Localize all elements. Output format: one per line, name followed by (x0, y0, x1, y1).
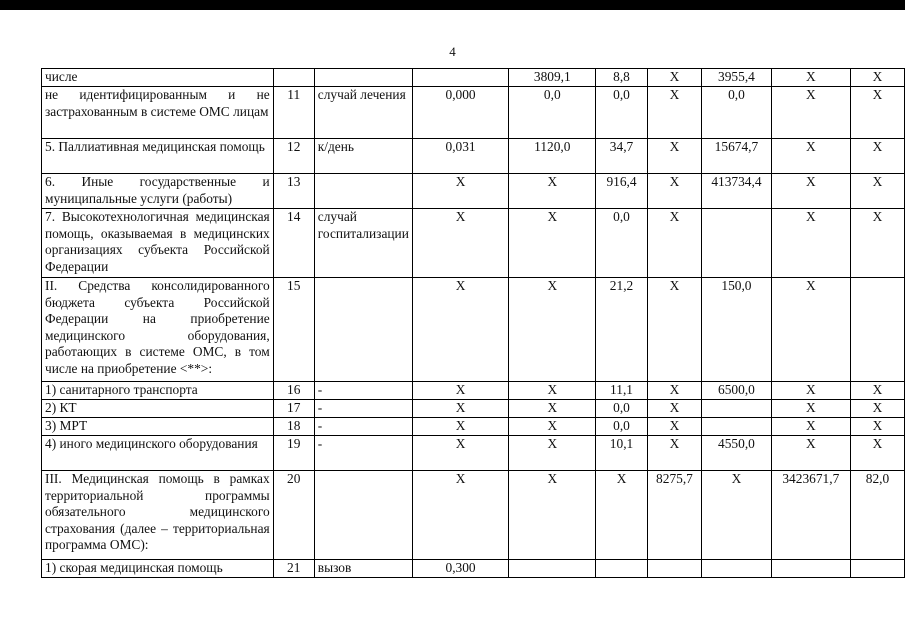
norm-cell: Х (412, 174, 508, 209)
table-row (42, 87, 905, 139)
norm-cell: Х (412, 209, 508, 278)
value-cell: 3423671,7 (771, 471, 850, 560)
unit-cell: к/день (314, 139, 412, 174)
value-cell: Х (850, 174, 904, 209)
value-cell: Х (850, 87, 904, 139)
value-cell: Х (771, 436, 850, 471)
table-row (42, 209, 905, 278)
value-cell: Х (771, 400, 850, 418)
table-row (42, 436, 905, 471)
norm-cell: 0,300 (412, 560, 508, 578)
value-cell: Х (509, 278, 596, 382)
value-cell: 0,0 (596, 400, 647, 418)
row-description: III. Медицинская помощь в рамках территориальной программы обязательного медицинского страхования (далее – территориальная программа ОМС): (42, 471, 274, 560)
data-table (41, 68, 905, 578)
row-number: 12 (273, 139, 314, 174)
value-cell (596, 560, 647, 578)
value-cell (850, 560, 904, 578)
row-number (273, 69, 314, 87)
value-cell: 82,0 (850, 471, 904, 560)
top-edge-bar (0, 0, 905, 10)
value-cell: 3955,4 (702, 69, 771, 87)
unit-cell: случай лечения (314, 87, 412, 139)
value-cell (702, 418, 771, 436)
value-cell: Х (771, 87, 850, 139)
page-number: 4 (449, 44, 456, 59)
value-cell (647, 560, 702, 578)
row-number: 11 (273, 87, 314, 139)
unit-cell (314, 69, 412, 87)
value-cell: Х (771, 418, 850, 436)
unit-cell (314, 278, 412, 382)
value-cell: 0,0 (509, 87, 596, 139)
norm-cell: Х (412, 400, 508, 418)
value-cell: 11,1 (596, 382, 647, 400)
value-cell: 0,0 (596, 418, 647, 436)
value-cell: Х (850, 382, 904, 400)
row-number: 15 (273, 278, 314, 382)
value-cell: Х (509, 174, 596, 209)
row-description: 7. Высокотехнологичная медицинская помощь, оказываемая в медицинских организациях субъекта Российской Федерации (42, 209, 274, 278)
unit-cell: - (314, 382, 412, 400)
table-row (42, 400, 905, 418)
value-cell: Х (647, 436, 702, 471)
norm-cell: Х (412, 436, 508, 471)
value-cell (850, 278, 904, 382)
value-cell: Х (771, 139, 850, 174)
row-description: 1) санитарного транспорта (42, 382, 274, 400)
row-number: 17 (273, 400, 314, 418)
value-cell: Х (850, 436, 904, 471)
norm-cell: Х (412, 471, 508, 560)
value-cell: Х (509, 382, 596, 400)
value-cell: Х (647, 278, 702, 382)
value-cell: Х (509, 436, 596, 471)
value-cell (702, 560, 771, 578)
value-cell (702, 209, 771, 278)
value-cell: Х (850, 400, 904, 418)
value-cell: Х (596, 471, 647, 560)
value-cell: 10,1 (596, 436, 647, 471)
value-cell: 1120,0 (509, 139, 596, 174)
value-cell: 150,0 (702, 278, 771, 382)
value-cell: Х (509, 471, 596, 560)
unit-cell: - (314, 436, 412, 471)
row-description: 2) КТ (42, 400, 274, 418)
row-description: 1) скорая медицинская помощь (42, 560, 274, 578)
row-description: числе (42, 69, 274, 87)
value-cell: 34,7 (596, 139, 647, 174)
row-number: 19 (273, 436, 314, 471)
unit-cell (314, 471, 412, 560)
row-description: 3) МРТ (42, 418, 274, 436)
row-number: 14 (273, 209, 314, 278)
table-row (42, 139, 905, 174)
value-cell: Х (647, 174, 702, 209)
table-row (42, 69, 905, 87)
norm-cell: 0,000 (412, 87, 508, 139)
row-number: 20 (273, 471, 314, 560)
value-cell: 0,0 (702, 87, 771, 139)
row-description: не идентифицированным и не застрахованным в системе ОМС лицам (42, 87, 274, 139)
value-cell: Х (509, 418, 596, 436)
value-cell: Х (647, 418, 702, 436)
row-number: 13 (273, 174, 314, 209)
row-number: 21 (273, 560, 314, 578)
norm-cell: Х (412, 278, 508, 382)
value-cell: 916,4 (596, 174, 647, 209)
value-cell (509, 560, 596, 578)
row-number: 18 (273, 418, 314, 436)
row-description: 6. Иные государственные и муниципальные услуги (работы) (42, 174, 274, 209)
value-cell: 3809,1 (509, 69, 596, 87)
unit-cell: - (314, 400, 412, 418)
value-cell: Х (647, 69, 702, 87)
value-cell: Х (850, 418, 904, 436)
table-row (42, 560, 905, 578)
unit-cell: случай госпитализации (314, 209, 412, 278)
norm-cell (412, 69, 508, 87)
table-row (42, 471, 905, 560)
value-cell (702, 400, 771, 418)
value-cell: Х (647, 139, 702, 174)
row-description: II. Средства консолидированного бюджета субъекта Российской Федерации на приобретение медицинского оборудования, работающих в системе ОМС, в том числе на приобретение <**>: (42, 278, 274, 382)
value-cell: 21,2 (596, 278, 647, 382)
table-row (42, 382, 905, 400)
value-cell: 0,0 (596, 87, 647, 139)
unit-cell (314, 174, 412, 209)
norm-cell: Х (412, 382, 508, 400)
value-cell: 8275,7 (647, 471, 702, 560)
value-cell: Х (771, 69, 850, 87)
table-row (42, 418, 905, 436)
norm-cell: 0,031 (412, 139, 508, 174)
value-cell: Х (647, 382, 702, 400)
value-cell: 413734,4 (702, 174, 771, 209)
value-cell: Х (509, 400, 596, 418)
value-cell: Х (850, 69, 904, 87)
value-cell: 4550,0 (702, 436, 771, 471)
row-description: 5. Паллиативная медицинская помощь (42, 139, 274, 174)
value-cell: Х (702, 471, 771, 560)
value-cell: 0,0 (596, 209, 647, 278)
value-cell: 8,8 (596, 69, 647, 87)
table-row (42, 174, 905, 209)
value-cell: Х (509, 209, 596, 278)
value-cell: Х (850, 209, 904, 278)
value-cell (771, 560, 850, 578)
value-cell: Х (771, 174, 850, 209)
value-cell: Х (850, 139, 904, 174)
value-cell: Х (647, 209, 702, 278)
table-row (42, 278, 905, 382)
norm-cell: Х (412, 418, 508, 436)
value-cell: Х (647, 87, 702, 139)
value-cell: Х (647, 400, 702, 418)
row-description: 4) иного медицинского оборудования (42, 436, 274, 471)
value-cell: Х (771, 382, 850, 400)
value-cell: 6500,0 (702, 382, 771, 400)
row-number: 16 (273, 382, 314, 400)
value-cell: Х (771, 278, 850, 382)
unit-cell: - (314, 418, 412, 436)
value-cell: Х (771, 209, 850, 278)
value-cell: 15674,7 (702, 139, 771, 174)
unit-cell: вызов (314, 560, 412, 578)
